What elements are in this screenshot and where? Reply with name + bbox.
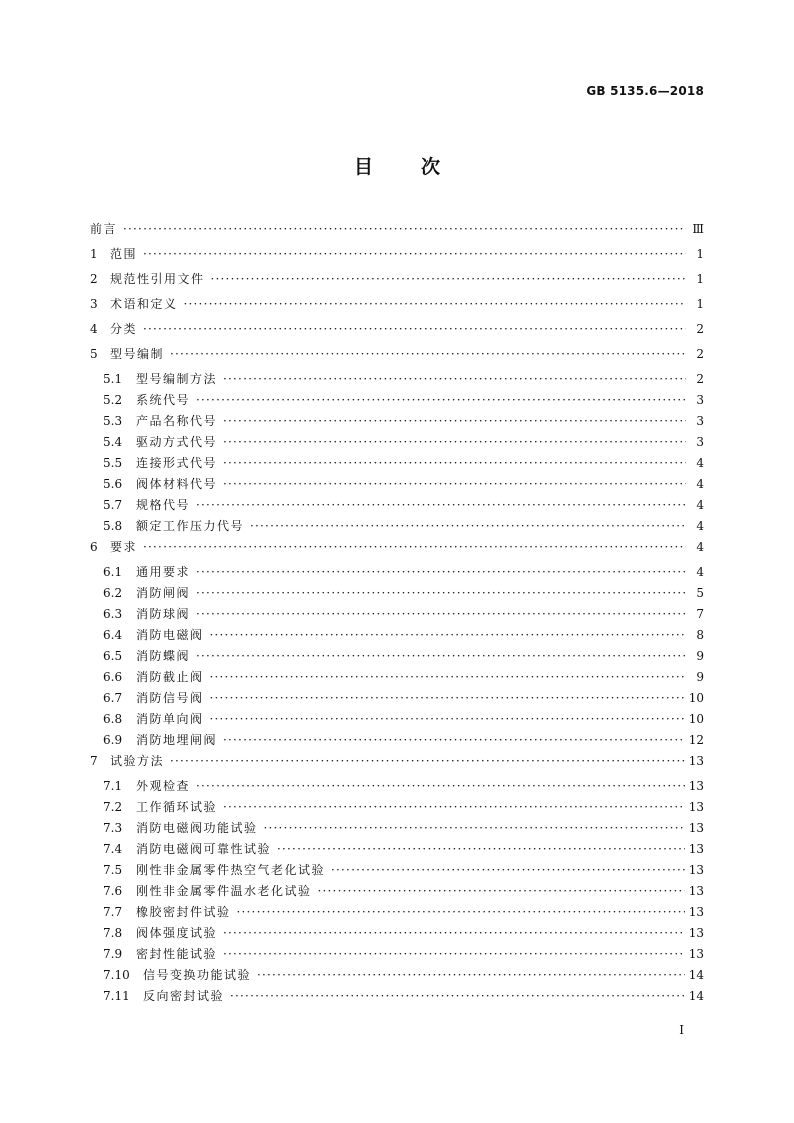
toc-entry-number: 6.6 [103,670,123,684]
toc-entry-number: 7.6 [103,884,123,898]
toc-entry-label: 分类 [110,322,138,336]
toc-leader-dots [123,222,686,236]
toc-entry[interactable] [90,220,704,245]
toc-entry-page: 13 [688,905,704,919]
toc-entry-page: 2 [696,347,704,361]
toc-entry-page: 3 [696,435,704,449]
toc-entry-label: 反向密封试验 [143,989,225,1003]
toc-entry-number: 3 [90,297,98,311]
toc-entry-number: 5.6 [103,477,123,491]
toc-entry-label: 橡胶密封件试验 [136,905,231,919]
toc-entry-number: 6.3 [103,607,123,621]
toc-entry-number: 7.5 [103,863,123,877]
toc-leader-dots [210,628,686,642]
toc-entry-label: 消防球阀 [136,607,191,621]
toc-entry-page: 10 [688,691,704,705]
toc-entry-number: 7.7 [103,905,123,919]
toc-entry[interactable] [90,861,704,882]
toc-entry-number: 4 [90,322,98,336]
toc-entry-page: 4 [696,456,704,470]
toc-entry[interactable] [90,345,704,370]
toc-entry-label: 消防闸阀 [136,586,191,600]
toc-leader-dots [196,565,686,579]
toc-leader-dots [196,498,686,512]
toc-entry-label: 消防地埋闸阀 [136,733,218,747]
toc-entry[interactable] [90,945,704,966]
toc-entry-number: 6.9 [103,733,123,747]
toc-entry-page: 7 [696,607,704,621]
toc-entry-number: 5.7 [103,498,123,512]
toc-entry-page: 1 [696,272,704,286]
toc-entry-page: 13 [688,926,704,940]
toc-entry[interactable] [90,777,704,798]
toc-entry-page: 4 [696,540,704,554]
toc-entry-label: 连接形式代号 [136,456,218,470]
toc-entry[interactable] [90,626,704,647]
toc-entry-label: 试验方法 [110,754,165,768]
toc-leader-dots [170,754,685,768]
toc-entry-label: 前言 [90,222,118,236]
toc-entry-label: 规范性引用文件 [110,272,205,286]
toc-entry-number: 2 [90,272,98,286]
toc-leader-dots [196,649,686,663]
toc-entry-page: 13 [688,947,704,961]
toc-entry-number: 5.4 [103,435,123,449]
toc-leader-dots [223,456,686,470]
toc-leader-dots [318,884,685,898]
toc-entry-label: 术语和定义 [110,297,178,311]
toc-leader-dots [223,477,686,491]
toc-entry-number: 5.2 [103,393,123,407]
toc-entry-label: 消防信号阀 [136,691,204,705]
toc-entry-label: 驱动方式代号 [136,435,218,449]
toc-entry[interactable] [90,605,704,626]
toc-leader-dots [196,607,686,621]
toc-leader-dots [143,247,686,261]
toc-entry-number: 5 [90,347,98,361]
toc-entry-label: 消防电磁阀功能试验 [136,821,258,835]
toc-entry-number: 5.5 [103,456,123,470]
toc-leader-dots [196,779,685,793]
toc-entry-page: 2 [696,372,704,386]
toc-entry[interactable] [90,924,704,945]
toc-entry[interactable] [90,882,704,903]
toc-entry[interactable] [90,412,704,433]
toc-entry[interactable] [90,731,704,752]
toc-entry-label: 额定工作压力代号 [136,519,245,533]
toc-entry-label: 刚性非金属零件温水老化试验 [136,884,312,898]
toc-entry-number: 7.9 [103,947,123,961]
toc-entry-number: 6.4 [103,628,123,642]
toc-leader-dots [223,947,685,961]
toc-entry-page: 13 [688,884,704,898]
toc-leader-dots [223,733,685,747]
page-title: 目次 [353,156,488,178]
toc-entry-label: 消防单向阀 [136,712,204,726]
toc-entry-label: 消防蝶阀 [136,649,191,663]
toc-entry[interactable] [90,840,704,861]
toc-entry[interactable] [90,987,704,1008]
toc-leader-dots [223,800,685,814]
toc-entry-number: 7.8 [103,926,123,940]
toc-leader-dots [223,414,686,428]
toc-entry-number: 6.7 [103,691,123,705]
toc-entry-page: 9 [696,670,704,684]
toc-entry[interactable] [90,517,704,538]
toc-entry-page: 4 [696,477,704,491]
toc-entry[interactable] [90,584,704,605]
toc-leader-dots [196,586,686,600]
toc-entry-page: 13 [688,754,704,768]
toc-entry-number: 7 [90,754,98,768]
toc-entry[interactable] [90,966,704,987]
toc-entry-label: 刚性非金属零件热空气老化试验 [136,863,326,877]
toc-entry-label: 工作循环试验 [136,800,218,814]
toc-entry-label: 范围 [110,247,138,261]
toc-entry-number: 5.3 [103,414,123,428]
toc-entry-label: 阀体材料代号 [136,477,218,491]
toc-entry-label: 密封性能试验 [136,947,218,961]
toc-entry-page: 12 [688,733,704,747]
toc-entry-page: 13 [688,863,704,877]
standard-code: GB 5135.6—2018 [586,84,704,98]
toc-entry-label: 系统代号 [136,393,191,407]
toc-entry-number: 7.10 [103,968,130,982]
toc-entry-number: 7.4 [103,842,123,856]
toc-entry[interactable] [90,245,704,270]
toc-entry-label: 通用要求 [136,565,191,579]
toc-entry-page: 9 [696,649,704,663]
toc-leader-dots [230,989,685,1003]
toc-entry-page: 4 [696,498,704,512]
toc-entry-number: 7.2 [103,800,123,814]
toc-entry-number: 1 [90,247,98,261]
toc-entry-number: 7.3 [103,821,123,835]
toc-entry-page: 5 [696,586,704,600]
toc-entry[interactable] [90,270,704,295]
toc-entry[interactable] [90,819,704,840]
toc-entry-label: 型号编制方法 [136,372,218,386]
toc-entry-number: 6.5 [103,649,123,663]
toc-entry-number: 6.8 [103,712,123,726]
toc-leader-dots [277,842,685,856]
toc-entry[interactable] [90,903,704,924]
toc-entry-page: 14 [688,989,704,1003]
toc-entry-page: 3 [696,393,704,407]
toc-leader-dots [196,393,686,407]
toc-entry[interactable] [90,475,704,496]
toc-leader-dots [210,712,685,726]
toc-leader-dots [184,297,686,311]
toc-entry-page: 13 [688,800,704,814]
toc-entry-page: 1 [696,297,704,311]
table-of-contents [90,220,704,1008]
toc-entry[interactable] [90,710,704,731]
toc-entry[interactable] [90,752,704,777]
toc-entry[interactable] [90,391,704,412]
toc-entry-label: 阀体强度试验 [136,926,218,940]
toc-leader-dots [223,435,686,449]
toc-entry[interactable] [90,563,704,584]
toc-entry-label: 型号编制 [110,347,165,361]
toc-leader-dots [223,372,686,386]
toc-entry[interactable] [90,370,704,391]
toc-entry-number: 7.1 [103,779,123,793]
toc-entry[interactable] [90,668,704,689]
toc-entry-page: 13 [688,779,704,793]
toc-leader-dots [143,540,686,554]
toc-leader-dots [170,347,686,361]
toc-leader-dots [331,863,685,877]
toc-entry-label: 消防电磁阀 [136,628,204,642]
toc-leader-dots [223,926,685,940]
toc-entry-number: 5.1 [103,372,123,386]
toc-leader-dots [257,968,685,982]
toc-entry-label: 信号变换功能试验 [143,968,252,982]
toc-entry-page: 4 [696,519,704,533]
toc-entry-page: Ⅲ [692,222,704,236]
toc-entry-number: 7.11 [103,989,130,1003]
toc-entry-label: 规格代号 [136,498,191,512]
toc-leader-dots [210,691,685,705]
toc-entry[interactable] [90,295,704,320]
toc-entry-page: 1 [696,247,704,261]
toc-entry-number: 6 [90,540,98,554]
toc-entry[interactable] [90,454,704,475]
toc-leader-dots [264,821,685,835]
toc-entry[interactable] [90,496,704,517]
toc-leader-dots [250,519,686,533]
toc-entry-page: 8 [696,628,704,642]
toc-entry-label: 消防电磁阀可靠性试验 [136,842,272,856]
toc-entry[interactable] [90,538,704,563]
toc-entry-label: 产品名称代号 [136,414,218,428]
toc-entry-page: 14 [688,968,704,982]
toc-entry-label: 消防截止阀 [136,670,204,684]
toc-entry[interactable] [90,320,704,345]
toc-leader-dots [210,670,686,684]
toc-entry-label: 要求 [110,540,138,554]
toc-entry[interactable] [90,689,704,710]
toc-leader-dots [143,322,686,336]
toc-entry-page: 13 [688,821,704,835]
toc-entry[interactable] [90,798,704,819]
toc-entry-page: 4 [696,565,704,579]
toc-entry-number: 5.8 [103,519,123,533]
toc-entry-page: 10 [688,712,704,726]
toc-leader-dots [237,905,685,919]
toc-entry-page: 3 [696,414,704,428]
toc-entry-label: 外观检查 [136,779,191,793]
toc-entry[interactable] [90,647,704,668]
toc-leader-dots [211,272,686,286]
toc-entry[interactable] [90,433,704,454]
toc-entry-page: 13 [688,842,704,856]
toc-entry-number: 6.1 [103,565,123,579]
toc-entry-number: 6.2 [103,586,123,600]
page-number: I [679,1023,684,1037]
toc-entry-page: 2 [696,322,704,336]
